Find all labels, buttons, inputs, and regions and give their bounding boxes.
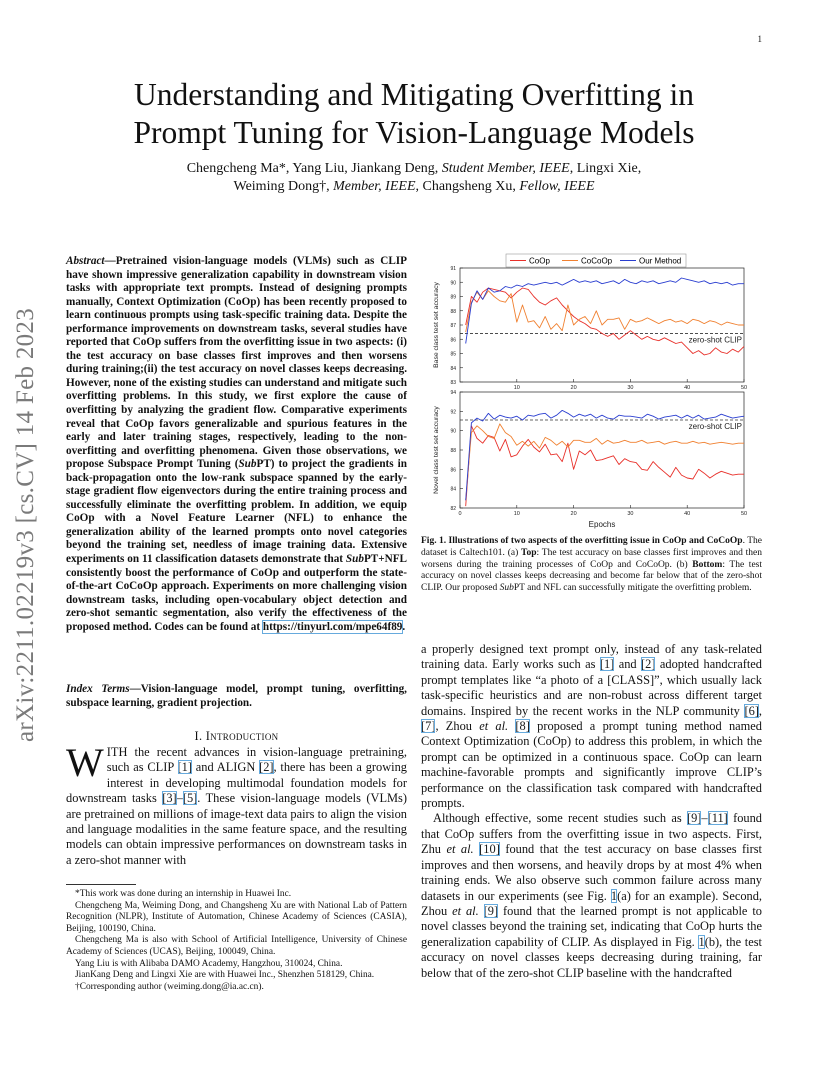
- caption-bold: Illustrations of two aspects of the overfitting issue in CoOp and CoCoOp: [446, 536, 743, 546]
- intro-text: , there has been a growing interest in developing multimodal foundation models for downstream tasks: [66, 760, 407, 806]
- figure-ref[interactable]: 1: [610, 888, 618, 903]
- subpt-name: Sub: [345, 553, 364, 566]
- text: ,: [758, 703, 762, 718]
- caption-bottom: Bottom: [692, 559, 723, 570]
- x-tick-label: 10: [513, 511, 520, 517]
- citation[interactable]: [9]: [483, 903, 499, 918]
- abstract-text: PT) to project the gradients in back-propagation onto the low-rank subspace spanned by the early-stage gradient flow eigenvectors during the entire training process and successfully eliminate the overfitting problem. In addition, we equip CoOp with a Novel Feature Learner (NFL) to enhance the generalization ability of the learned prompts onto novel categories beyond the training set, needless of image training data. Extensive experiments on 11 classification datasets demonstrate that: [66, 458, 407, 566]
- caption-text: PT and NFL can successfully mitigate the overfitting problem.: [513, 583, 752, 594]
- x-tick-label: 20: [570, 511, 577, 517]
- code-link[interactable]: https://tinyurl.com/mpe64f89: [262, 620, 403, 633]
- figure-ref[interactable]: 1: [698, 934, 705, 949]
- y-tick-label: 86: [450, 337, 456, 344]
- authors-text: , Changsheng Xu,: [415, 179, 520, 194]
- text: Although effective, some recent studies such as: [433, 811, 687, 826]
- footnote-rule: [66, 884, 136, 885]
- author-list: [80, 160, 748, 196]
- citation[interactable]: [1]: [599, 657, 615, 672]
- y-tick-label: 87: [450, 323, 456, 329]
- drop-cap: W: [66, 740, 104, 785]
- index-terms-text: —Vision-language model, prompt tuning, overfitting, subspace learning, gradient projection.: [66, 683, 407, 709]
- x-tick-label: 30: [627, 385, 634, 391]
- footnote: JianKang Deng and Lingxi Xie are with Huawei Inc., Shenzhen 518129, China.: [75, 970, 375, 981]
- text: –: [701, 811, 708, 826]
- page-number: 1: [757, 34, 762, 44]
- caption-top: Top: [521, 547, 537, 558]
- y-tick-label: 88: [450, 448, 456, 454]
- x-tick-label: 50: [740, 511, 748, 517]
- y-tick-label: 88: [450, 308, 456, 315]
- y-tick-label: 92: [450, 409, 456, 416]
- author-affil: Fellow, IEEE: [519, 179, 595, 194]
- arxiv-stamp-text: arXiv:2211.02219v3 [cs.CV] 14 Feb 2023: [12, 307, 39, 743]
- citation[interactable]: [2]: [641, 657, 656, 672]
- series-line-coop: [466, 426, 744, 506]
- title-line-1: Understanding and Mitigating Overfitting in: [134, 77, 694, 112]
- paragraph: [421, 642, 762, 811]
- et-al: et al.: [452, 903, 479, 918]
- author-affil: Member, IEEE: [333, 179, 416, 194]
- section-heading: I. Introduction: [194, 729, 279, 743]
- footnote: Chengcheng Ma is also with School of Artificial Intelligence, University of Chinese Academy of Sciences (UCAS), Beijing, 100049, China.: [66, 935, 407, 957]
- footnote: Chengcheng Ma, Weiming Dong, and Changsheng Xu are with National Lab of Pattern Recognition (NLPR), Institute of Automation, Chinese Academy of Sciences (CASIA), Beijing, 100190, China.: [66, 900, 407, 934]
- text: found that CoOp suffers from the overfitting issue in two aspects. First, Zhu: [421, 811, 762, 857]
- y-tick-label: 90: [450, 280, 456, 287]
- y-tick-label: 83: [450, 380, 456, 386]
- right-column-text: [421, 642, 762, 981]
- text: proposed a prompt tuning method named Context Optimization (CoOp) to address this problem, in which the prompt can be optimized in a continuous space. CoOp can learn machine-favorable prompts and significantly improve CLIP’s performance on the classification task compared with handcrafted prompts.: [421, 719, 762, 811]
- paragraph: [421, 811, 762, 980]
- abstract-label: Abstract: [66, 255, 105, 267]
- paper-title: [60, 76, 768, 152]
- text: [479, 904, 484, 918]
- zero-shot-label: zero-shot CLIP: [688, 335, 742, 345]
- authors-text: , Lingxi Xie,: [569, 161, 642, 176]
- index-terms-label: Index Terms: [66, 683, 130, 695]
- et-al: et al.: [479, 719, 509, 734]
- citation[interactable]: [11]: [707, 811, 728, 826]
- citation[interactable]: [9]: [686, 811, 702, 826]
- y-axis-label: Novel class test set accuracy: [433, 406, 440, 494]
- intro-text: and ALIGN: [191, 760, 260, 775]
- legend: [506, 254, 686, 267]
- abstract-text: PT+NFL consistently boost the performance of CoOp and outperform the state-of-the-art CoCoOp approach. Experiments on more challenging vision downstream tasks, including open-vocabulary object detection and zero-shot semantic segmentation, also verify the effectiveness of the proposed method. Codes can be found at: [66, 553, 407, 633]
- caption-label: Fig. 1.: [421, 536, 447, 546]
- text: a properly designed text prompt only, instead of any task-related training data. Early works such as: [421, 642, 762, 672]
- footnotes: [66, 884, 407, 993]
- text: adopted handcrafted prompt templates like “a photo of a [CLASS]”, which usually lack task-specific heuristics and are non-robust across different target domains. Inspired by the recent works in the NLP community: [421, 657, 762, 718]
- citation[interactable]: [1]: [177, 760, 192, 775]
- zero-shot-label: zero-shot CLIP: [688, 422, 742, 432]
- authors-text: Chengcheng Ma*, Yang Liu, Jiankang Deng,: [186, 161, 442, 176]
- subpt-name: Sub: [238, 458, 257, 471]
- intro-text: . These vision-language models (VLMs) are pretrained on millions of image-text data pairs to align the vision and language modalities in the same feature space, and the resulting models can obtain impressive performances on downstream tasks in a zero-shot manner with: [66, 791, 407, 867]
- y-tick-label: 90: [450, 428, 456, 435]
- text: (a) for an example). Second, Zhou: [421, 888, 763, 918]
- y-tick-label: 91: [450, 266, 456, 272]
- arxiv-stamp: [14, 290, 38, 760]
- abstract-text: —Pretrained vision-language models (VLMs) such as CLIP have shown impressive generalization capability in downstream vision tasks with appropriate text prompts. Instead of designing prompts manually, Context Optimization (CoOp) has been recently proposed to learn continuous prompts using task-specific training data. Despite the performance improvements on downstream tasks, several studies have reported that CoOp suffers from the overfitting issue in two aspects: (i) the test accuracy on base classes first improves and then worsens during training;(ii) the test accuracy on novel classes keeps decreasing. However, none of the existing studies can understand and mitigate such overfitting problems. In this study, we first explore the cause of overfitting by analyzing the gradient flow. Comparative experiments reveal that CoOp favors generalizable and spurious features in the early and later training stages, respectively, leading to the non-overfitting and overfitting phenomena. Given those observations, we propose Subspace Prompt Tuning (: [66, 255, 407, 471]
- citation[interactable]: [8]: [515, 719, 530, 734]
- caption-text: . The dataset is Caltech101. (a): [421, 536, 762, 558]
- plot-frame: [460, 392, 744, 508]
- y-tick-label: 89: [450, 294, 456, 301]
- intro-paragraph: [66, 740, 407, 868]
- citation[interactable]: [2]: [259, 760, 274, 775]
- x-axis-label: Epochs: [588, 520, 616, 529]
- legend-label-cocoop: CoCoOp: [581, 256, 613, 266]
- series-line-cocoop: [466, 424, 744, 500]
- authors-line-2: [80, 178, 748, 196]
- novel-accuracy-panel: [433, 390, 747, 529]
- legend-label-ours: Our Method: [639, 256, 682, 266]
- citation[interactable]: [10]: [479, 842, 500, 857]
- x-tick-label: 40: [684, 511, 691, 517]
- series-line-coop: [466, 288, 744, 355]
- x-tick-label: 20: [570, 385, 577, 391]
- text: (b), the test accuracy on novel classes keeps decreasing during training, far below that of the zero-shot CLIP baseline with the handcrafted: [421, 934, 763, 980]
- abstract-end: .: [402, 620, 406, 633]
- text: found that the test accuracy on base classes first improves and then worsens, and heavily drops by at most 4% when training ends. We also observe such common failure across many datasets in our experiments (see Fig.: [421, 842, 762, 903]
- intro-text: ITH the recent advances in vision-language pretraining, such as CLIP: [106, 745, 407, 775]
- title-line-2: Prompt Tuning for Vision-Language Models: [133, 115, 695, 150]
- x-tick-label: 40: [684, 385, 691, 391]
- x-tick-label: 0: [458, 511, 462, 517]
- x-tick-label: 10: [513, 385, 520, 391]
- abstract: [66, 255, 407, 634]
- y-tick-label: 84: [450, 486, 456, 493]
- text: , Zhou: [435, 719, 480, 734]
- authors-text: Weiming Dong†,: [233, 179, 334, 194]
- authors-line-1: [80, 160, 748, 178]
- caption-text: : The test accuracy on base classes first improves and then worsens during the training processes of CoOp and CoCoOp. (b): [421, 547, 763, 570]
- footnote: *This work was done during an internship in Huawei Inc.: [75, 889, 292, 899]
- footnote: Yang Liu is with Alibaba DAMO Academy, Hangzhou, 310024, China.: [75, 958, 343, 969]
- legend-label-coop: CoOp: [529, 256, 550, 266]
- y-tick-label: 86: [450, 467, 456, 474]
- series-line-cocoop: [466, 291, 744, 332]
- citation[interactable]: [3]: [162, 791, 177, 806]
- index-terms: [66, 683, 407, 710]
- intro-text: –: [176, 791, 183, 806]
- footnote: †Corresponding author (weiming.dong@ia.ac.cn).: [75, 981, 264, 992]
- et-al: et al.: [446, 842, 474, 857]
- y-tick-label: 84: [450, 365, 456, 372]
- subpt-name: Sub: [499, 583, 514, 594]
- citation[interactable]: [6]: [744, 703, 759, 718]
- text: and: [614, 657, 642, 672]
- y-axis-label: Base class test set accuracy: [433, 282, 440, 368]
- citation[interactable]: [7]: [421, 719, 436, 734]
- figure-1-chart: [426, 250, 756, 530]
- y-tick-label: 82: [450, 506, 456, 512]
- caption-text: : The test accuracy on novel classes keeps decreasing and become far below that of the zero-shot CLIP. Our proposed: [421, 559, 762, 594]
- base-accuracy-panel: [433, 266, 747, 391]
- citation[interactable]: [5]: [182, 791, 198, 806]
- y-tick-label: 94: [450, 390, 456, 396]
- y-tick-label: 85: [450, 351, 456, 358]
- text: found that the learned prompt is not applicable to novel classes beyond the training set, indicating that CoOp hurts the generalization capability of CLIP. As displayed in Fig.: [421, 903, 762, 949]
- x-tick-label: 30: [627, 511, 634, 517]
- figure-caption: [421, 536, 762, 595]
- x-tick-label: 50: [740, 385, 748, 391]
- author-affil: Student Member, IEEE: [441, 161, 570, 176]
